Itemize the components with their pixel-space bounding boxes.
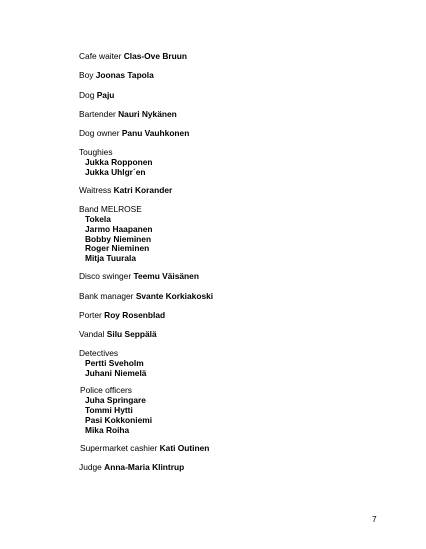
credit-line-porter — [79, 310, 165, 320]
actor-name: Katri Korander — [113, 185, 173, 195]
actor-name: Svante Korkiakoski — [135, 291, 214, 301]
role-label: Dog owner — [79, 128, 120, 138]
actor-name: Joonas Tapola — [95, 70, 154, 80]
role-label: Judge — [79, 462, 102, 472]
role-label: Boy — [79, 70, 94, 80]
actor-name: Jukka Uhlgr´en — [85, 167, 146, 177]
role-label: Supermarket cashier — [80, 443, 158, 453]
actor-name: Mika Roiha — [85, 425, 130, 435]
actor-name: Tommi Hytti — [85, 405, 133, 415]
actor-name: Bobby Nieminen — [85, 234, 152, 244]
credit-line-boy — [79, 70, 154, 80]
actor-name: Roy Rosenblad — [104, 310, 166, 320]
credit-line-supermarket-cashier — [80, 443, 209, 453]
role-label: Bank manager — [79, 291, 134, 301]
actor-name: Anna-Maria Klintrup — [104, 462, 185, 472]
actor-name: Jukka Ropponen — [85, 157, 153, 167]
actor-name: Clas-Ove Bruun — [123, 51, 187, 61]
role-label: Dog — [79, 90, 95, 100]
actor-name: Jarmo Haapanen — [85, 224, 153, 234]
role-label: Waitress — [79, 185, 112, 195]
credit-line-waitress — [79, 185, 172, 195]
actor-name: Panu Vauhkonen — [121, 128, 190, 138]
page-number: 7 — [372, 514, 377, 524]
credit-role-detectives: Detectives — [79, 348, 119, 358]
actor-name: Pertti Sveholm — [85, 358, 144, 368]
actor-name: Silu Seppälä — [106, 329, 157, 339]
actor-name: Juha Springare — [85, 395, 146, 405]
role-label: Bartender — [79, 109, 116, 119]
actor-name: Kati Outinen — [159, 443, 210, 453]
credit-role-police-officers: Police officers — [80, 385, 132, 395]
actor-name: Tokela — [85, 214, 111, 224]
role-label: Cafe waiter — [79, 51, 122, 61]
credit-line-vandal — [79, 329, 157, 339]
actor-name: Roger Nieminen — [85, 243, 150, 253]
actor-name: Juhani Niemelä — [85, 368, 147, 378]
actor-name: Nauri Nykänen — [118, 109, 177, 119]
credit-line-disco-swinger — [79, 271, 199, 281]
actor-name: Teemu Väisänen — [133, 271, 199, 281]
role-label: Porter — [79, 310, 102, 320]
credit-role-band-melrose: Band MELROSE — [79, 204, 142, 214]
actor-name: Pasi Kokkoniemi — [85, 415, 153, 425]
credit-line-dog — [79, 90, 114, 100]
credit-line-cafe-waiter — [79, 51, 187, 61]
credit-role-toughies: Toughies — [79, 147, 113, 157]
credit-line-dog-owner — [79, 128, 189, 138]
actor-name: Mitja Tuurala — [85, 253, 137, 263]
role-label: Disco swinger — [79, 271, 132, 281]
role-label: Vandal — [79, 329, 105, 339]
actor-name: Paju — [96, 90, 115, 100]
credit-line-bartender — [79, 109, 177, 119]
credit-line-judge — [79, 462, 184, 472]
credit-line-bank-manager — [79, 291, 213, 301]
